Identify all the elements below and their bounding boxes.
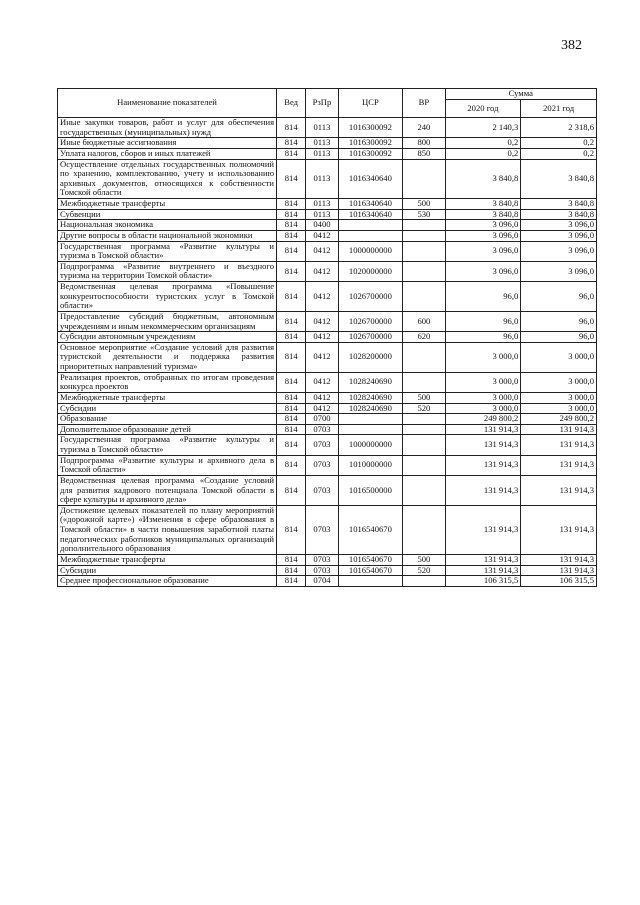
cell-ved: 814: [277, 435, 306, 455]
cell-csr: 1016540670: [338, 505, 403, 554]
cell-sum-2020: 96,0: [445, 311, 521, 331]
cell-name: Национальная экономика: [58, 220, 277, 231]
cell-name: Предоставление субсидий бюджетным, автономным учреждениям и иным некоммерческим организациям: [58, 311, 277, 331]
cell-name: Другие вопросы в области национальной экономики: [58, 230, 277, 241]
cell-sum-2021: 3 096,0: [521, 261, 597, 281]
cell-ved: 814: [277, 138, 306, 149]
cell-csr: 1016340640: [338, 199, 403, 210]
cell-rzpr: 0704: [306, 576, 338, 587]
cell-rzpr: 0113: [306, 209, 338, 220]
cell-name: Межбюджетные трансферты: [58, 554, 277, 565]
cell-rzpr: 0113: [306, 148, 338, 159]
cell-sum-2020: 96,0: [445, 282, 521, 312]
cell-ved: 814: [277, 342, 306, 372]
cell-name: Осуществление отдельных государственных полномочий по хранению, комплектованию, учету и использованию архивных документов, относящихся к собственности Томской области: [58, 159, 277, 199]
cell-rzpr: 0703: [306, 455, 338, 475]
cell-vr: 600: [403, 311, 445, 331]
cell-sum-2021: 3 000,0: [521, 403, 597, 414]
cell-sum-2020: 3 000,0: [445, 403, 521, 414]
cell-csr: 1016340640: [338, 159, 403, 199]
cell-ved: 814: [277, 159, 306, 199]
table-row: [58, 475, 597, 505]
header-sum: Сумма: [445, 89, 596, 100]
cell-vr: [403, 455, 445, 475]
header-vr: ВР: [403, 89, 445, 118]
cell-sum-2021: 0,2: [521, 138, 597, 149]
cell-name: Межбюджетные трансферты: [58, 392, 277, 403]
cell-vr: [403, 261, 445, 281]
cell-name: Субсидии: [58, 403, 277, 414]
cell-vr: 500: [403, 392, 445, 403]
cell-sum-2020: 3 096,0: [445, 241, 521, 261]
cell-sum-2020: 3 000,0: [445, 392, 521, 403]
header-ved: Вед: [277, 89, 306, 118]
cell-rzpr: 0113: [306, 118, 338, 138]
cell-rzpr: 0703: [306, 565, 338, 576]
header-name: Наименование показателей: [58, 89, 277, 118]
header-csr: ЦСР: [338, 89, 403, 118]
cell-sum-2021: 3 096,0: [521, 230, 597, 241]
cell-vr: [403, 505, 445, 554]
cell-name: Субсидии: [58, 565, 277, 576]
cell-ved: 814: [277, 505, 306, 554]
cell-vr: 850: [403, 148, 445, 159]
cell-csr: 1016300092: [338, 118, 403, 138]
cell-sum-2021: 3 000,0: [521, 392, 597, 403]
cell-csr: [338, 414, 403, 425]
cell-sum-2020: 131 914,3: [445, 475, 521, 505]
cell-name: Государственная программа «Развитие культуры и туризма в Томской области»: [58, 435, 277, 455]
cell-sum-2020: 96,0: [445, 332, 521, 343]
cell-ved: 814: [277, 230, 306, 241]
cell-ved: 814: [277, 554, 306, 565]
cell-rzpr: 0113: [306, 159, 338, 199]
table-row: [58, 230, 597, 241]
cell-rzpr: 0412: [306, 261, 338, 281]
cell-sum-2021: 3 840,8: [521, 159, 597, 199]
cell-sum-2021: 131 914,3: [521, 424, 597, 435]
cell-name: Среднее профессиональное образование: [58, 576, 277, 587]
table-row: [58, 554, 597, 565]
table-row: [58, 199, 597, 210]
cell-vr: [403, 159, 445, 199]
table-row: [58, 565, 597, 576]
cell-rzpr: 0703: [306, 505, 338, 554]
cell-ved: 814: [277, 565, 306, 576]
cell-rzpr: 0412: [306, 342, 338, 372]
cell-ved: 814: [277, 424, 306, 435]
cell-sum-2020: 3 840,8: [445, 199, 521, 210]
cell-sum-2021: 2 318,6: [521, 118, 597, 138]
cell-sum-2020: 131 914,3: [445, 424, 521, 435]
cell-csr: [338, 220, 403, 231]
table-row: [58, 148, 597, 159]
cell-ved: 814: [277, 261, 306, 281]
cell-rzpr: 0412: [306, 332, 338, 343]
table-row: [58, 282, 597, 312]
cell-csr: 1016300092: [338, 138, 403, 149]
cell-vr: 800: [403, 138, 445, 149]
header-rzpr: РзПр: [306, 89, 338, 118]
cell-vr: 620: [403, 332, 445, 343]
cell-csr: 1026700000: [338, 311, 403, 331]
cell-csr: 1028240690: [338, 403, 403, 414]
cell-name: Субвенции: [58, 209, 277, 220]
cell-name: Межбюджетные трансферты: [58, 199, 277, 210]
table-row: [58, 159, 597, 199]
cell-ved: 814: [277, 209, 306, 220]
cell-csr: 1028240690: [338, 392, 403, 403]
cell-name: Иные бюджетные ассигнования: [58, 138, 277, 149]
cell-name: Ведомственная целевая программа «Создание условий для развития кадрового потенциала Томской области в сфере культуры и архивного дела»: [58, 475, 277, 505]
cell-sum-2021: 131 914,3: [521, 435, 597, 455]
cell-sum-2020: 131 914,3: [445, 435, 521, 455]
cell-rzpr: 0412: [306, 311, 338, 331]
cell-ved: 814: [277, 403, 306, 414]
table-row: [58, 424, 597, 435]
table-row: [58, 138, 597, 149]
cell-name: Образование: [58, 414, 277, 425]
cell-vr: 530: [403, 209, 445, 220]
table-row: [58, 209, 597, 220]
cell-ved: 814: [277, 332, 306, 343]
cell-sum-2020: 3 000,0: [445, 372, 521, 392]
cell-sum-2021: 3 000,0: [521, 342, 597, 372]
cell-name: Реализация проектов, отобранных по итогам проведения конкурса проектов: [58, 372, 277, 392]
cell-rzpr: 0703: [306, 435, 338, 455]
table-row: [58, 403, 597, 414]
table-row: [58, 505, 597, 554]
cell-csr: 1016540670: [338, 554, 403, 565]
cell-sum-2020: 0,2: [445, 148, 521, 159]
cell-sum-2021: 131 914,3: [521, 554, 597, 565]
cell-vr: [403, 282, 445, 312]
cell-rzpr: 0700: [306, 414, 338, 425]
table-body: [58, 118, 597, 587]
cell-sum-2020: 3 840,8: [445, 159, 521, 199]
cell-sum-2021: 131 914,3: [521, 455, 597, 475]
cell-vr: 500: [403, 199, 445, 210]
cell-sum-2020: 131 914,3: [445, 565, 521, 576]
cell-sum-2020: 131 914,3: [445, 455, 521, 475]
cell-csr: 1020000000: [338, 261, 403, 281]
table-row: [58, 220, 597, 231]
cell-sum-2021: 131 914,3: [521, 475, 597, 505]
cell-name: Достижение целевых показателей по плану мероприятий («дорожной карте») «Изменения в сфере образования в Томской области» в части повышения заработной платы педагогических работников муниципальных организаций дополнительного образования: [58, 505, 277, 554]
cell-vr: [403, 475, 445, 505]
cell-csr: 1016500000: [338, 475, 403, 505]
cell-sum-2020: 3 000,0: [445, 342, 521, 372]
cell-sum-2020: 106 315,5: [445, 576, 521, 587]
header-year-2021: 2021 год: [521, 100, 597, 118]
cell-ved: 814: [277, 282, 306, 312]
cell-sum-2021: 131 914,3: [521, 565, 597, 576]
cell-vr: [403, 230, 445, 241]
cell-ved: 814: [277, 199, 306, 210]
cell-ved: 814: [277, 455, 306, 475]
cell-sum-2020: 249 800,2: [445, 414, 521, 425]
cell-sum-2021: 3 096,0: [521, 220, 597, 231]
cell-rzpr: 0703: [306, 424, 338, 435]
cell-sum-2021: 96,0: [521, 332, 597, 343]
cell-vr: [403, 241, 445, 261]
cell-vr: 520: [403, 403, 445, 414]
cell-rzpr: 0412: [306, 230, 338, 241]
page-number: 382: [561, 38, 582, 53]
cell-sum-2020: 2 140,3: [445, 118, 521, 138]
cell-sum-2021: 3 096,0: [521, 241, 597, 261]
cell-vr: 520: [403, 565, 445, 576]
cell-rzpr: 0412: [306, 282, 338, 312]
cell-sum-2021: 0,2: [521, 148, 597, 159]
table-row: [58, 372, 597, 392]
cell-sum-2021: 106 315,5: [521, 576, 597, 587]
cell-sum-2021: 3 840,8: [521, 199, 597, 210]
cell-name: Уплата налогов, сборов и иных платежей: [58, 148, 277, 159]
cell-sum-2020: 3 840,8: [445, 209, 521, 220]
cell-name: Подпрограмма «Развитие культуры и архивного дела в Томской области»: [58, 455, 277, 475]
cell-ved: 814: [277, 414, 306, 425]
cell-sum-2020: 131 914,3: [445, 505, 521, 554]
cell-csr: 1028200000: [338, 342, 403, 372]
cell-vr: [403, 435, 445, 455]
table-row: [58, 414, 597, 425]
cell-sum-2020: 3 096,0: [445, 230, 521, 241]
cell-rzpr: 0703: [306, 554, 338, 565]
cell-ved: 814: [277, 576, 306, 587]
cell-csr: 1016300092: [338, 148, 403, 159]
cell-csr: [338, 230, 403, 241]
cell-sum-2021: 3 000,0: [521, 372, 597, 392]
cell-csr: [338, 424, 403, 435]
table-row: [58, 455, 597, 475]
cell-rzpr: 0412: [306, 241, 338, 261]
cell-name: Субсидии автономным учреждениям: [58, 332, 277, 343]
cell-sum-2021: 96,0: [521, 311, 597, 331]
cell-sum-2021: 96,0: [521, 282, 597, 312]
cell-rzpr: 0412: [306, 392, 338, 403]
cell-rzpr: 0400: [306, 220, 338, 231]
table-row: [58, 118, 597, 138]
table-row: [58, 332, 597, 343]
cell-csr: 1010000000: [338, 455, 403, 475]
cell-sum-2020: 0,2: [445, 138, 521, 149]
cell-csr: 1028240690: [338, 372, 403, 392]
table-row: [58, 311, 597, 331]
header-year-2020: 2020 год: [445, 100, 521, 118]
cell-csr: 1000000000: [338, 435, 403, 455]
cell-name: Ведомственная целевая программа «Повышение конкурентоспособности туристских услуг в Томской области»: [58, 282, 277, 312]
cell-rzpr: 0113: [306, 199, 338, 210]
budget-table: [57, 88, 597, 587]
cell-sum-2020: 131 914,3: [445, 554, 521, 565]
cell-vr: [403, 414, 445, 425]
table-row: [58, 261, 597, 281]
cell-vr: [403, 372, 445, 392]
table-row: [58, 241, 597, 261]
cell-sum-2020: 3 096,0: [445, 261, 521, 281]
cell-csr: 1026700000: [338, 282, 403, 312]
table-row: [58, 435, 597, 455]
cell-rzpr: 0412: [306, 372, 338, 392]
table-row: [58, 576, 597, 587]
cell-vr: [403, 220, 445, 231]
cell-vr: [403, 576, 445, 587]
cell-csr: 1000000000: [338, 241, 403, 261]
cell-rzpr: 0113: [306, 138, 338, 149]
cell-sum-2021: 3 840,8: [521, 209, 597, 220]
cell-name: Подпрограмма «Развитие внутреннего и въездного туризма на территории Томской области»: [58, 261, 277, 281]
table-row: [58, 392, 597, 403]
cell-rzpr: 0703: [306, 475, 338, 505]
cell-sum-2020: 3 096,0: [445, 220, 521, 231]
table-header: [58, 89, 597, 118]
cell-name: Основное мероприятие «Создание условий для развития туристской деятельности и поддержка развития приоритетных направлений туризма»: [58, 342, 277, 372]
cell-ved: 814: [277, 118, 306, 138]
cell-name: Иные закупки товаров, работ и услуг для обеспечения государственных (муниципальных) нужд: [58, 118, 277, 138]
cell-ved: 814: [277, 220, 306, 231]
cell-sum-2021: 249 800,2: [521, 414, 597, 425]
cell-name: Государственная программа «Развитие культуры и туризма в Томской области»: [58, 241, 277, 261]
cell-ved: 814: [277, 392, 306, 403]
cell-vr: [403, 424, 445, 435]
cell-ved: 814: [277, 475, 306, 505]
cell-name: Дополнительное образование детей: [58, 424, 277, 435]
cell-ved: 814: [277, 241, 306, 261]
cell-csr: 1026700000: [338, 332, 403, 343]
cell-ved: 814: [277, 311, 306, 331]
cell-vr: 240: [403, 118, 445, 138]
table-row: [58, 342, 597, 372]
cell-ved: 814: [277, 372, 306, 392]
cell-csr: 1016340640: [338, 209, 403, 220]
cell-csr: [338, 576, 403, 587]
cell-csr: 1016540670: [338, 565, 403, 576]
cell-sum-2021: 131 914,3: [521, 505, 597, 554]
cell-ved: 814: [277, 148, 306, 159]
cell-vr: 500: [403, 554, 445, 565]
cell-vr: [403, 342, 445, 372]
cell-rzpr: 0412: [306, 403, 338, 414]
